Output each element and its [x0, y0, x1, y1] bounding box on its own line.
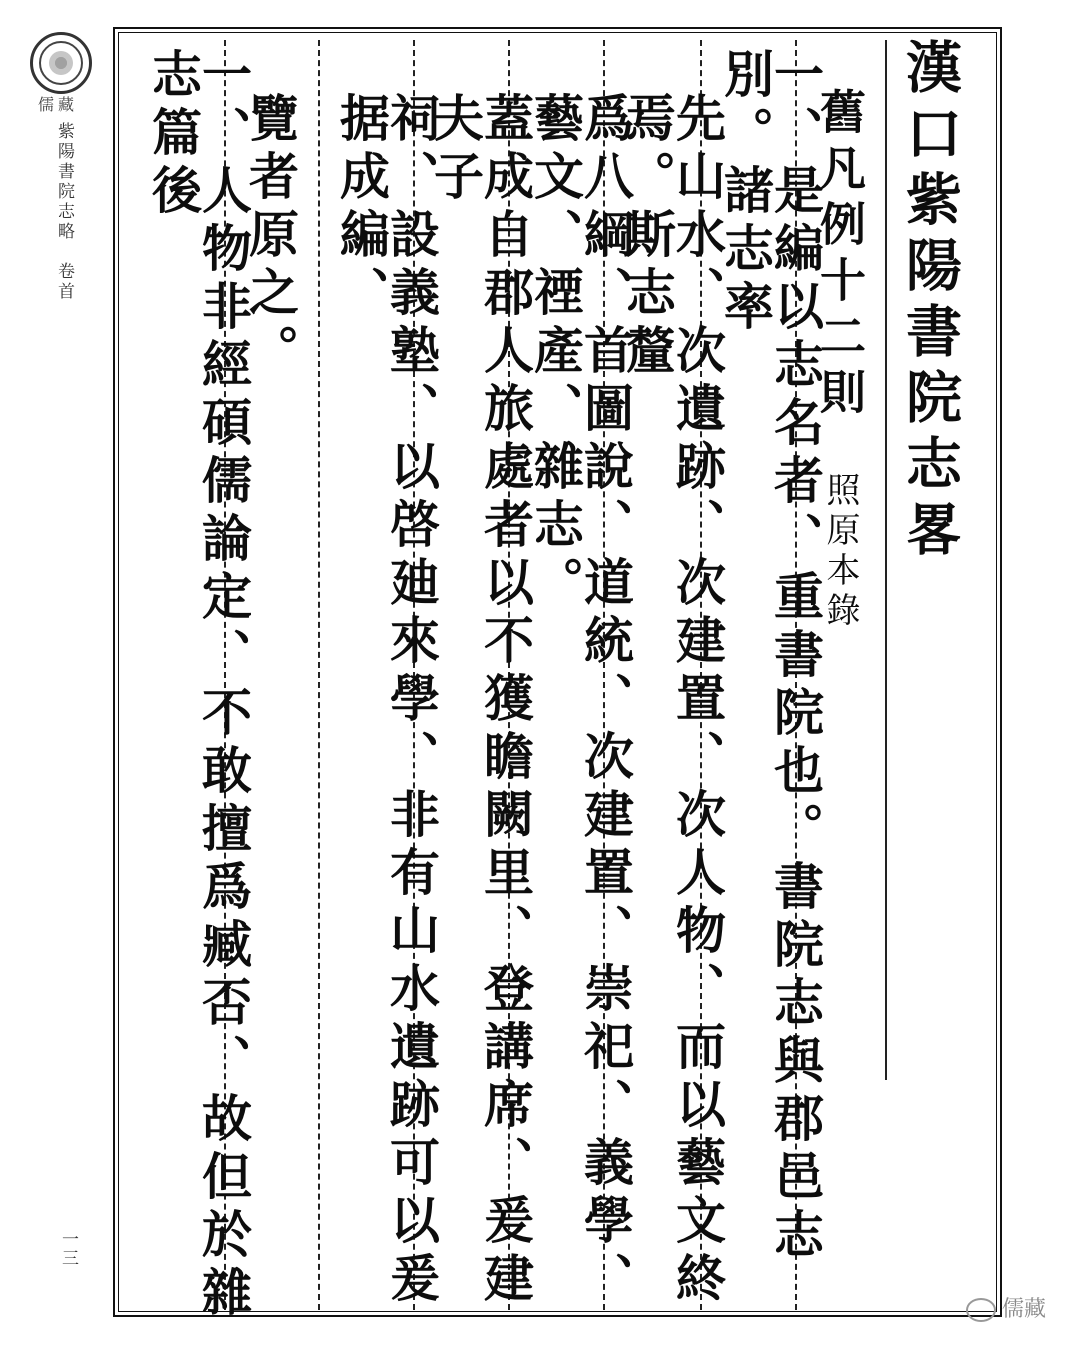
subtitle-note: 照原本錄	[820, 472, 860, 632]
text-column: 爲八綱、首圖說、道統、次建置、崇祀、義學、藝文、禋產、雜志。	[526, 92, 635, 1310]
sidebar	[0, 0, 110, 1351]
seal-logo	[30, 32, 92, 94]
text-column: 蓋成自郡人旅處者以不獲瞻闕里、登講席、爰建夫子	[426, 92, 535, 1310]
brand-label: 儒藏	[38, 95, 79, 114]
text-column: 一、人物非經碩儒論定、不敢擅爲臧否、故但於雜志篇後	[144, 48, 253, 1324]
text-column: 覽者原之。	[241, 92, 300, 382]
page-number: 一三	[58, 1230, 78, 1268]
book-title: 紫陽書院志略 卷首	[54, 122, 74, 302]
text-column: 一、是編以志名者、重書院也。書院志與郡邑志別。諸志率	[716, 48, 825, 1266]
text-column: 祠、設義塾、以啓廸來學、非有山水遺跡可以爰据成編、	[332, 92, 441, 1310]
column-rule	[885, 40, 887, 1080]
watermark-text: 儒藏	[1002, 1297, 1047, 1322]
column-rule	[318, 40, 320, 1310]
wechat-icon	[966, 1298, 996, 1322]
subtitle-text: 舊凡例十二則	[813, 88, 867, 424]
document-title: 漢口紫陽書院志畧	[897, 38, 963, 566]
text-column: 先山水、次遺跡、次建置、次人物、而以藝文終焉。斯志釐	[618, 92, 727, 1310]
watermark	[966, 1292, 1046, 1323]
